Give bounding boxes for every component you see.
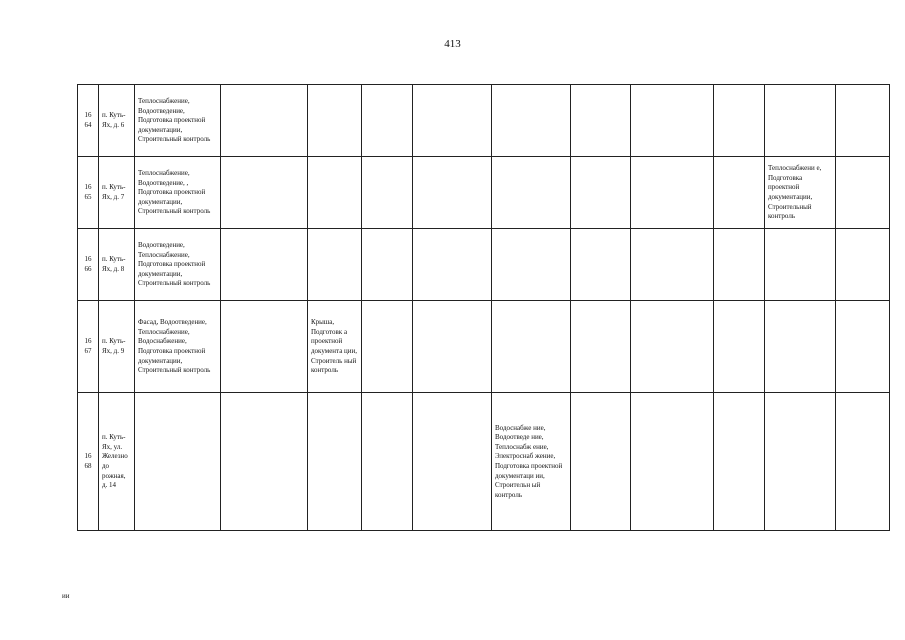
col-5-text: Крыша, Подготовк а проектной документа ции, Строитель ный контроль [311, 318, 358, 375]
col-5-cell [308, 85, 362, 157]
footer-mark: ии [62, 592, 70, 600]
works-text: Фасад, Водоотведение, Теплоснабжение, Водоснабжение, Подготовка проектной документации, Строительный контроль [138, 318, 211, 375]
address-cell [99, 85, 135, 157]
col-12-cell [765, 157, 836, 229]
works-cell [135, 85, 221, 157]
col-6-cell [362, 301, 413, 393]
row-number-cell [78, 85, 99, 157]
col-9-cell [571, 229, 631, 301]
col-13-cell [836, 85, 890, 157]
col-5-cell [308, 393, 362, 531]
address-text: п. Куть-Ях, д. 6 [102, 111, 126, 129]
col-6-cell [362, 393, 413, 531]
col-9-cell [571, 85, 631, 157]
works-cell [135, 229, 221, 301]
table-row [78, 301, 890, 393]
address-cell [99, 301, 135, 393]
col-5-cell [308, 157, 362, 229]
col-7-cell [413, 393, 492, 531]
address-cell [99, 157, 135, 229]
col-8-cell [492, 85, 571, 157]
col-12-cell [765, 85, 836, 157]
col-9-cell [571, 157, 631, 229]
col-5-cell [308, 229, 362, 301]
col-4-cell [221, 229, 308, 301]
address-text: п. Куть-Ях, д. 8 [102, 255, 126, 273]
row-number-text: 16 65 [84, 183, 92, 201]
col-4-cell [221, 393, 308, 531]
row-number-text: 16 64 [84, 111, 92, 129]
table-row [78, 393, 890, 531]
col-10-cell [631, 301, 714, 393]
table-row [78, 157, 890, 229]
col-12-cell [765, 229, 836, 301]
address-text: п. Куть-Ях, д. 9 [102, 337, 126, 355]
works-table [77, 84, 890, 531]
col-8-cell [492, 301, 571, 393]
works-text: Теплоснабжение, Водоотведение, , Подготовка проектной документации, Строительный контроль [138, 169, 211, 216]
col-9-cell [571, 301, 631, 393]
col-4-cell [221, 301, 308, 393]
works-text: Теплоснабжение, Водоотведение, Подготовка проектной документации, Строительный контроль [138, 97, 211, 144]
col-13-cell [836, 229, 890, 301]
works-cell [135, 393, 221, 531]
col-4-cell [221, 157, 308, 229]
col-11-cell [714, 301, 765, 393]
col-10-cell [631, 229, 714, 301]
col-4-cell [221, 85, 308, 157]
works-cell [135, 301, 221, 393]
col-6-cell [362, 157, 413, 229]
col-13-cell [836, 393, 890, 531]
works-text: Водоотведение, Теплоснабжение, Подготовка проектной документации, Строительный контроль [138, 241, 211, 288]
col-12-cell [765, 301, 836, 393]
col-10-cell [631, 393, 714, 531]
col-11-cell [714, 85, 765, 157]
col-13-cell [836, 301, 890, 393]
col-10-cell [631, 85, 714, 157]
works-cell [135, 157, 221, 229]
col-7-cell [413, 229, 492, 301]
col-13-cell [836, 157, 890, 229]
address-cell [99, 229, 135, 301]
row-number-text: 16 67 [84, 337, 92, 355]
col-7-cell [413, 157, 492, 229]
col-6-cell [362, 85, 413, 157]
row-number-text: 16 66 [84, 255, 92, 273]
table-row [78, 85, 890, 157]
col-12-text: Теплоснабжени е, Подготовка проектной документации, Строительный контроль [768, 164, 822, 221]
col-7-cell [413, 85, 492, 157]
row-number-cell [78, 301, 99, 393]
col-6-cell [362, 229, 413, 301]
col-5-cell [308, 301, 362, 393]
col-8-text: Водоснабже ние, Водоотведе ние, Теплоснабж ение, Электроснаб жение, Подготовка проектной документаци ии, Строительн ый контроль [495, 423, 563, 499]
page-number: 413 [444, 38, 461, 50]
row-number-cell [78, 229, 99, 301]
col-8-cell [492, 229, 571, 301]
col-8-cell [492, 393, 571, 531]
address-cell [99, 393, 135, 531]
table-row [78, 229, 890, 301]
col-8-cell [492, 157, 571, 229]
col-12-cell [765, 393, 836, 531]
col-11-cell [714, 229, 765, 301]
col-11-cell [714, 157, 765, 229]
col-7-cell [413, 301, 492, 393]
col-9-cell [571, 393, 631, 531]
col-10-cell [631, 157, 714, 229]
address-text: п. Куть-Ях, д. 7 [102, 183, 126, 201]
row-number-text: 16 68 [84, 452, 92, 470]
address-text: п. Куть-Ях, ул. Железнодо рожная, д. 14 [102, 433, 128, 490]
row-number-cell [78, 157, 99, 229]
col-11-cell [714, 393, 765, 531]
row-number-cell [78, 393, 99, 531]
